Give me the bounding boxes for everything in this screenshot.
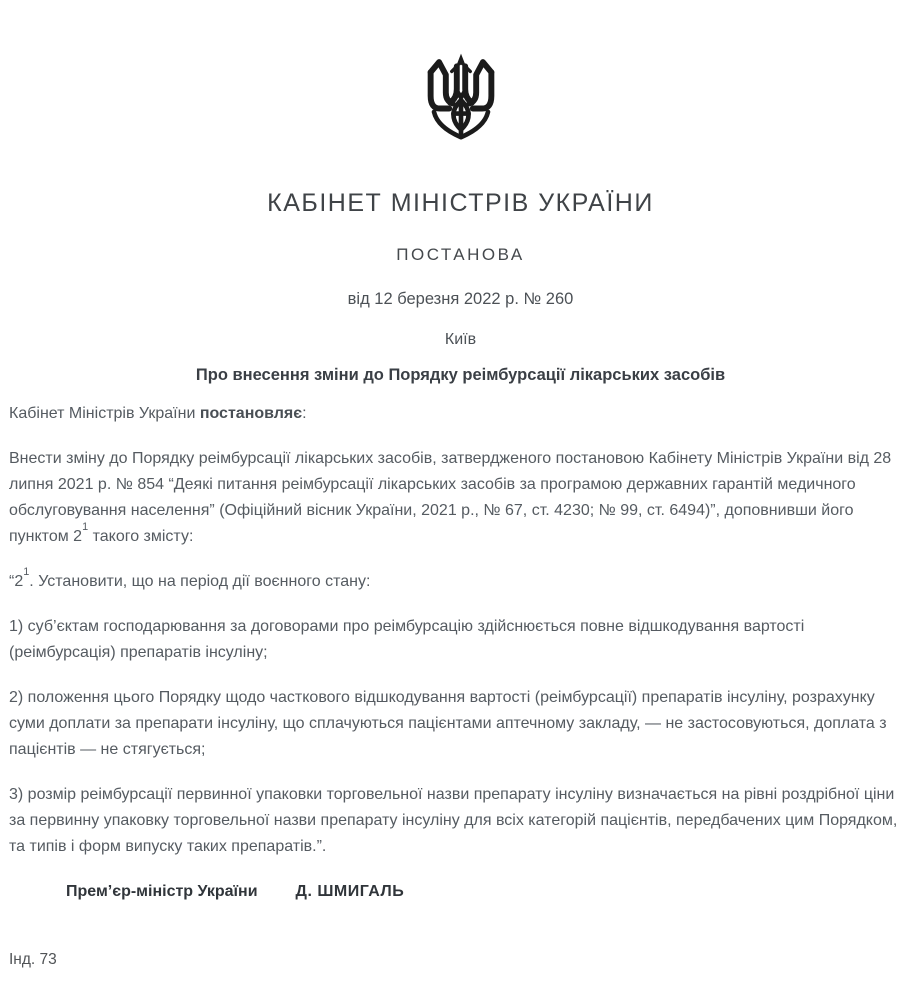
superscript-1: 1: [82, 520, 89, 533]
signature-block: [9, 879, 911, 905]
paragraph-item-3: 3) розмір реімбурсації первинної упаковки торговельної назви препарату інсуліну визначається на рівні роздрібної ціни за первинну упаковку торговельної назви препарату інсуліну для всіх категорій пацієнтів, передбачених цим Порядком, та типів і форм випуску таких препаратів.”.: [9, 786, 898, 855]
ukraine-trident-icon: [423, 52, 499, 149]
signature-role: Прем’єр-міністр України: [66, 883, 258, 900]
document-index: Інд. 73: [9, 951, 57, 968]
paragraph-item-2: 2) положення цього Порядку щодо часткового відшкодування вартості (реімбурсації) препаратів інсуліну, розрахунку суми доплати за препарати інсуліну, що сплачуються пацієнтами аптечному закладу, — не застосовуються, доплата з пацієнтів — не стягується;: [9, 689, 887, 758]
quote-point-text: . Установити, що на період дії воєнного стану:: [29, 573, 371, 590]
doc-date-number: від 12 березня 2022 р. № 260: [347, 290, 574, 308]
intro-colon: :: [302, 405, 307, 422]
paragraph-amendment-text: Внести зміну до Порядку реімбурсації лікарських засобів, затвердженого постановою Кабінету Міністрів України від 28 липня 2021 р. № 854 “Деякі питання реімбурсації лікарських засобів за програмою державних гарантій медичного обслуговування населення” (Офіційний вісник України, 2021 р., № 67, ст. 4230; № 99, ст. 6494)”, доповнивши його пунктом 2: [9, 450, 892, 545]
coat-of-arms: [0, 0, 921, 154]
doc-title: Про внесення зміни до Порядку реімбурсації лікарських засобів: [195, 366, 726, 384]
signature-name: Д. ШМИГАЛЬ: [295, 883, 405, 900]
doc-type-label: ПОСТАНОВА: [396, 245, 525, 264]
document-body: [0, 401, 921, 905]
superscript-1: 1: [23, 565, 30, 578]
intro-paragraph: [9, 401, 911, 427]
quote-point-number: “2: [9, 573, 24, 590]
paragraph-amendment: [9, 446, 911, 550]
org-name: КАБІНЕТ МІНІСТРІВ УКРАЇНИ: [267, 189, 654, 217]
paragraph-amendment-tail: такого змісту:: [88, 528, 194, 545]
paragraph-item-1: 1) суб’єктам господарювання за договорами про реімбурсацію здійснюється повне відшкодування вартості (реімбурсація) препаратів інсуліну;: [9, 618, 805, 661]
doc-city: Київ: [444, 331, 477, 348]
intro-text: Кабінет Міністрів України: [9, 405, 200, 422]
paragraph-quote-open: [9, 565, 911, 595]
intro-bold-word: постановляє: [199, 405, 303, 422]
